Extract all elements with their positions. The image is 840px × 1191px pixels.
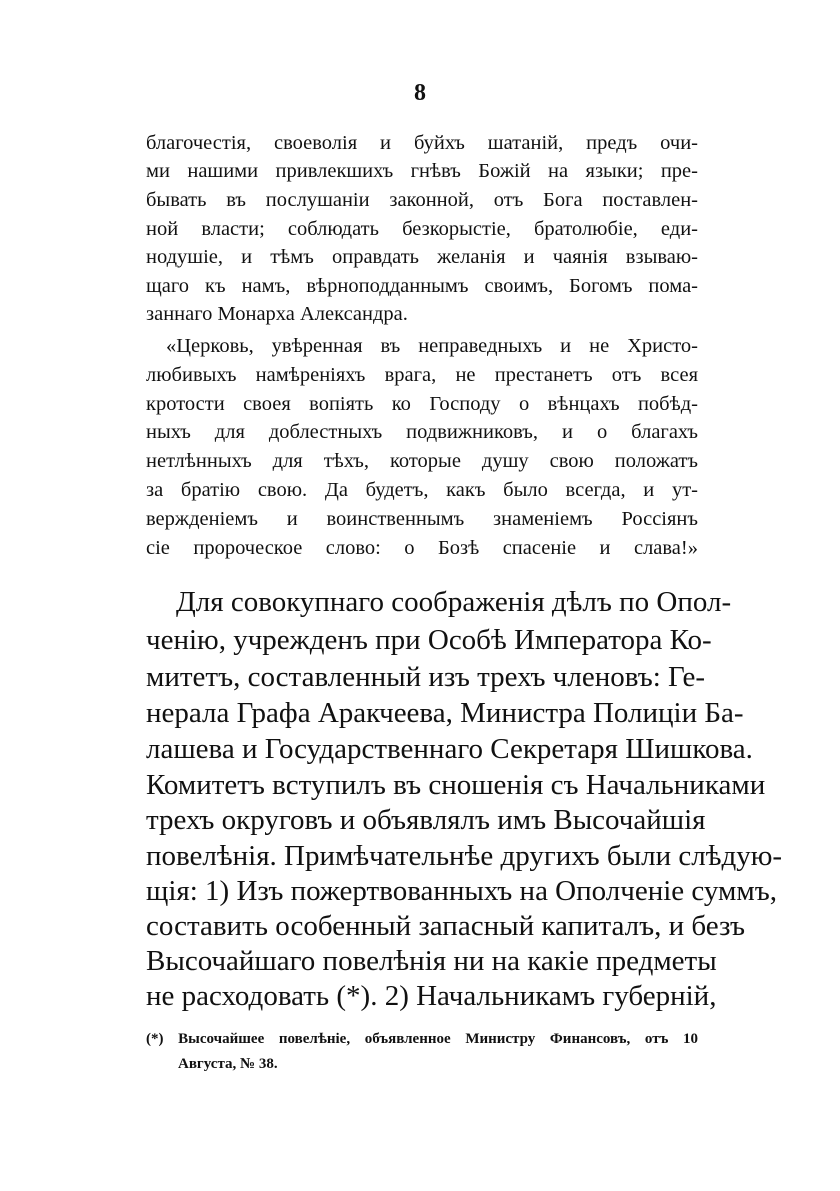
text-line: Комитетъ вступилъ въ сношенія съ Начальниками <box>146 769 766 801</box>
text-line: благочестія, своеволія и буйхъ шатаній, предъ очи- <box>146 132 698 154</box>
text-line: ной власти; соблюдать безкорыстіе, братолюбіе, еди- <box>146 218 698 240</box>
text-line: Высочайшаго повелѣнія ни на какіе предметы <box>146 945 717 977</box>
text-line: ми нашими привлекшихъ гнѣвъ Божій на языки; пре- <box>146 160 698 182</box>
text-line: «Церковь, увѣренная въ неправедныхъ и не Христо- <box>166 335 698 357</box>
text-line: нетлѣнныхъ для тѣхъ, которые душу свою положатъ <box>146 450 698 472</box>
footnote-line: Августа, № 38. <box>178 1056 278 1072</box>
text-line: лашева и Государственнаго Секретаря Шишкова. <box>146 733 753 765</box>
text-line: кротости своея вопіять ко Господу о вѣнцахъ побѣд- <box>146 393 698 415</box>
page-number: 8 <box>414 80 426 106</box>
text-line: составить особенный запасный капиталъ, и безъ <box>146 910 745 942</box>
text-line: нодушіе, и тѣмъ оправдать желанія и чаянія взываю- <box>146 246 698 268</box>
footnote-line: (*) Высочайшее повелѣніе, объявленное Министру Финансовъ, отъ 10 <box>146 1031 698 1047</box>
text-line: Для совокупнаго соображенія дѣлъ по Опол- <box>176 586 732 618</box>
text-line: ченію, учрежденъ при Особѣ Императора Ко- <box>146 624 712 656</box>
text-line: вержденіемъ и воинственнымъ знаменіемъ Россіянъ <box>146 508 698 530</box>
text-line: трехъ округовъ и объявлялъ имъ Высочайшія <box>146 804 706 836</box>
text-line: за братію свою. Да будетъ, какъ было всегда, и ут- <box>146 479 698 501</box>
text-line: ныхъ для доблестныхъ подвижниковъ, и о благахъ <box>146 421 698 443</box>
text-line: повелѣнія. Примѣчательнѣе другихъ были слѣдую- <box>146 840 783 872</box>
text-line: любивыхъ намѣреніяхъ врага, не престанетъ отъ всея <box>146 364 698 386</box>
text-line: заннаго Монарха Александра. <box>146 303 408 325</box>
text-line: нерала Графа Аракчеева, Министра Полиціи Ба- <box>146 697 744 729</box>
text-line: щія: 1) Изъ пожертвованныхъ на Ополченіе суммъ, <box>146 875 777 907</box>
text-line: не расходовать (*). 2) Начальникамъ губерній, <box>146 980 717 1012</box>
text-line: сіе пророческое слово: о Бозѣ спасеніе и слава!» <box>146 537 698 559</box>
text-line: митетъ, составленный изъ трехъ членовъ: Ге- <box>146 661 706 693</box>
text-line: щаго къ намъ, вѣрноподданнымъ своимъ, Богомъ пома- <box>146 275 698 297</box>
text-line: бывать въ послушаніи законной, отъ Бога поставлен- <box>146 189 698 211</box>
